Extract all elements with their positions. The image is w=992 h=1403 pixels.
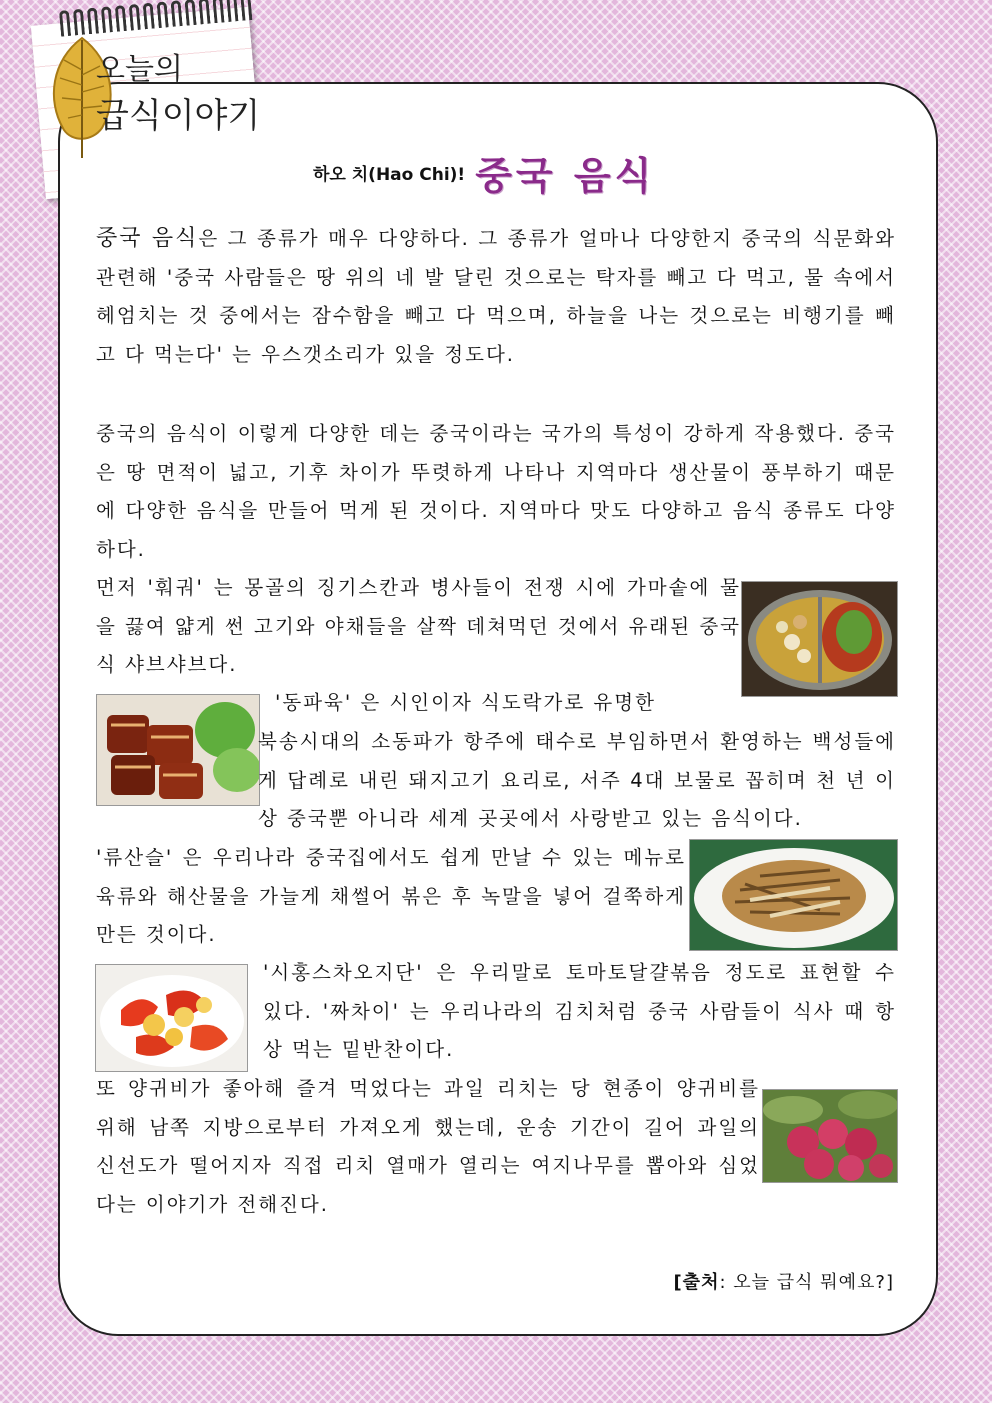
dongpo-body: 북송시대의 소동파가 항주에 태수로 부임하면서 환영하는 백성들에게 답례로 내린 돼지고기 요리로, 서주 4대 보물로 꼽히며 천 년 이상 중국뿐 아니라 세계 곳곳에서 사랑받고 있는 음식이다. xyxy=(258,730,896,830)
source-text: : 오늘 급식 뭐예요?] xyxy=(719,1272,894,1293)
source-label: [출처 xyxy=(673,1272,720,1293)
paragraph-intro xyxy=(96,220,896,374)
paragraph-tomato-line1 xyxy=(263,954,896,1070)
intro-body: 은 그 종류가 매우 다양하다. 그 종류가 얼마나 다양한지 중국의 식문화와 관련해 '중국 사람들은 땅 위의 네 발 달린 것으로는 탁자를 빼고 다 먹고, 물 속에서 헤엄치는 것 중에서는 잠수함을 빼고 다 먹으며, 하늘을 나는 것으로는 비행기를 빼고 다 먹는다' 는 우스갯소리가 있을 정도다. xyxy=(96,227,896,366)
page-header xyxy=(313,145,655,200)
liusanshi-image xyxy=(689,839,898,951)
lychee-image xyxy=(762,1089,898,1183)
header-subtitle: 하오 치(Hao Chi)! xyxy=(313,165,466,185)
note-title-line2: 급식이야기 xyxy=(96,96,261,136)
paragraph-lychee: 또 양귀비가 좋아해 즐겨 먹었다는 과일 리치는 당 현종이 양귀비를 위해 남쪽 지방으로부터 가져오게 했는데, 운송 기간이 길어 과일의 신선도가 떨어지자 직접 리치 열매가 열리는 여지나무를 뽑아와 심었다는 이야기가 전해진다. xyxy=(96,1077,760,1216)
intro-lead: 중국 음식 xyxy=(96,226,199,251)
paragraph-diversity: 중국의 음식이 이렇게 다양한 데는 중국이라는 국가의 특성이 강하게 작용했다. 중국은 땅 면적이 넓고, 기후 차이가 뚜렷하게 나타나 지역마다 생산물이 풍부하기 때문에 다양한 음식을 만들어 먹게 된 것이다. 지역마다 맛도 다양하고 음식 종류도 다양하다. xyxy=(96,422,896,561)
page-title: 중국 음식 xyxy=(475,153,656,198)
source-citation xyxy=(673,1268,894,1294)
paragraph-hotpot: 먼저 '훠궈' 는 몽골의 징기스칸과 병사들이 전쟁 시에 가마솥에 물을 끓여 얇게 썬 고기와 야채들을 살짝 데쳐먹던 것에서 유래된 중국식 샤브샤브다. xyxy=(96,576,741,676)
dongpo-pork-image xyxy=(96,694,260,806)
tomato-egg-body: '시홍스차오지단' 은 우리말로 토마토달걀볶음 정도로 표현할 수 있다. '짜차이' 는 우리나라의 김치처럼 중국 사람들이 식사 때 항상 먹는 밑반찬이다. xyxy=(263,961,896,1061)
paragraph-dongpo xyxy=(258,723,896,839)
paragraph-dongpo-line1: '동파육' 은 시인이자 식도락가로 유명한 xyxy=(275,691,656,714)
tomato-egg-image xyxy=(95,964,248,1072)
hotpot-image xyxy=(741,581,898,697)
paragraph-liusanshi: '류산슬' 은 우리나라 중국집에서도 쉽게 만날 수 있는 메뉴로 육류와 해산물을 가늘게 채썰어 볶은 후 녹말을 넣어 걸쭉하게 만든 것이다. xyxy=(96,846,686,946)
note-title-line1: 오늘의 xyxy=(96,52,183,87)
